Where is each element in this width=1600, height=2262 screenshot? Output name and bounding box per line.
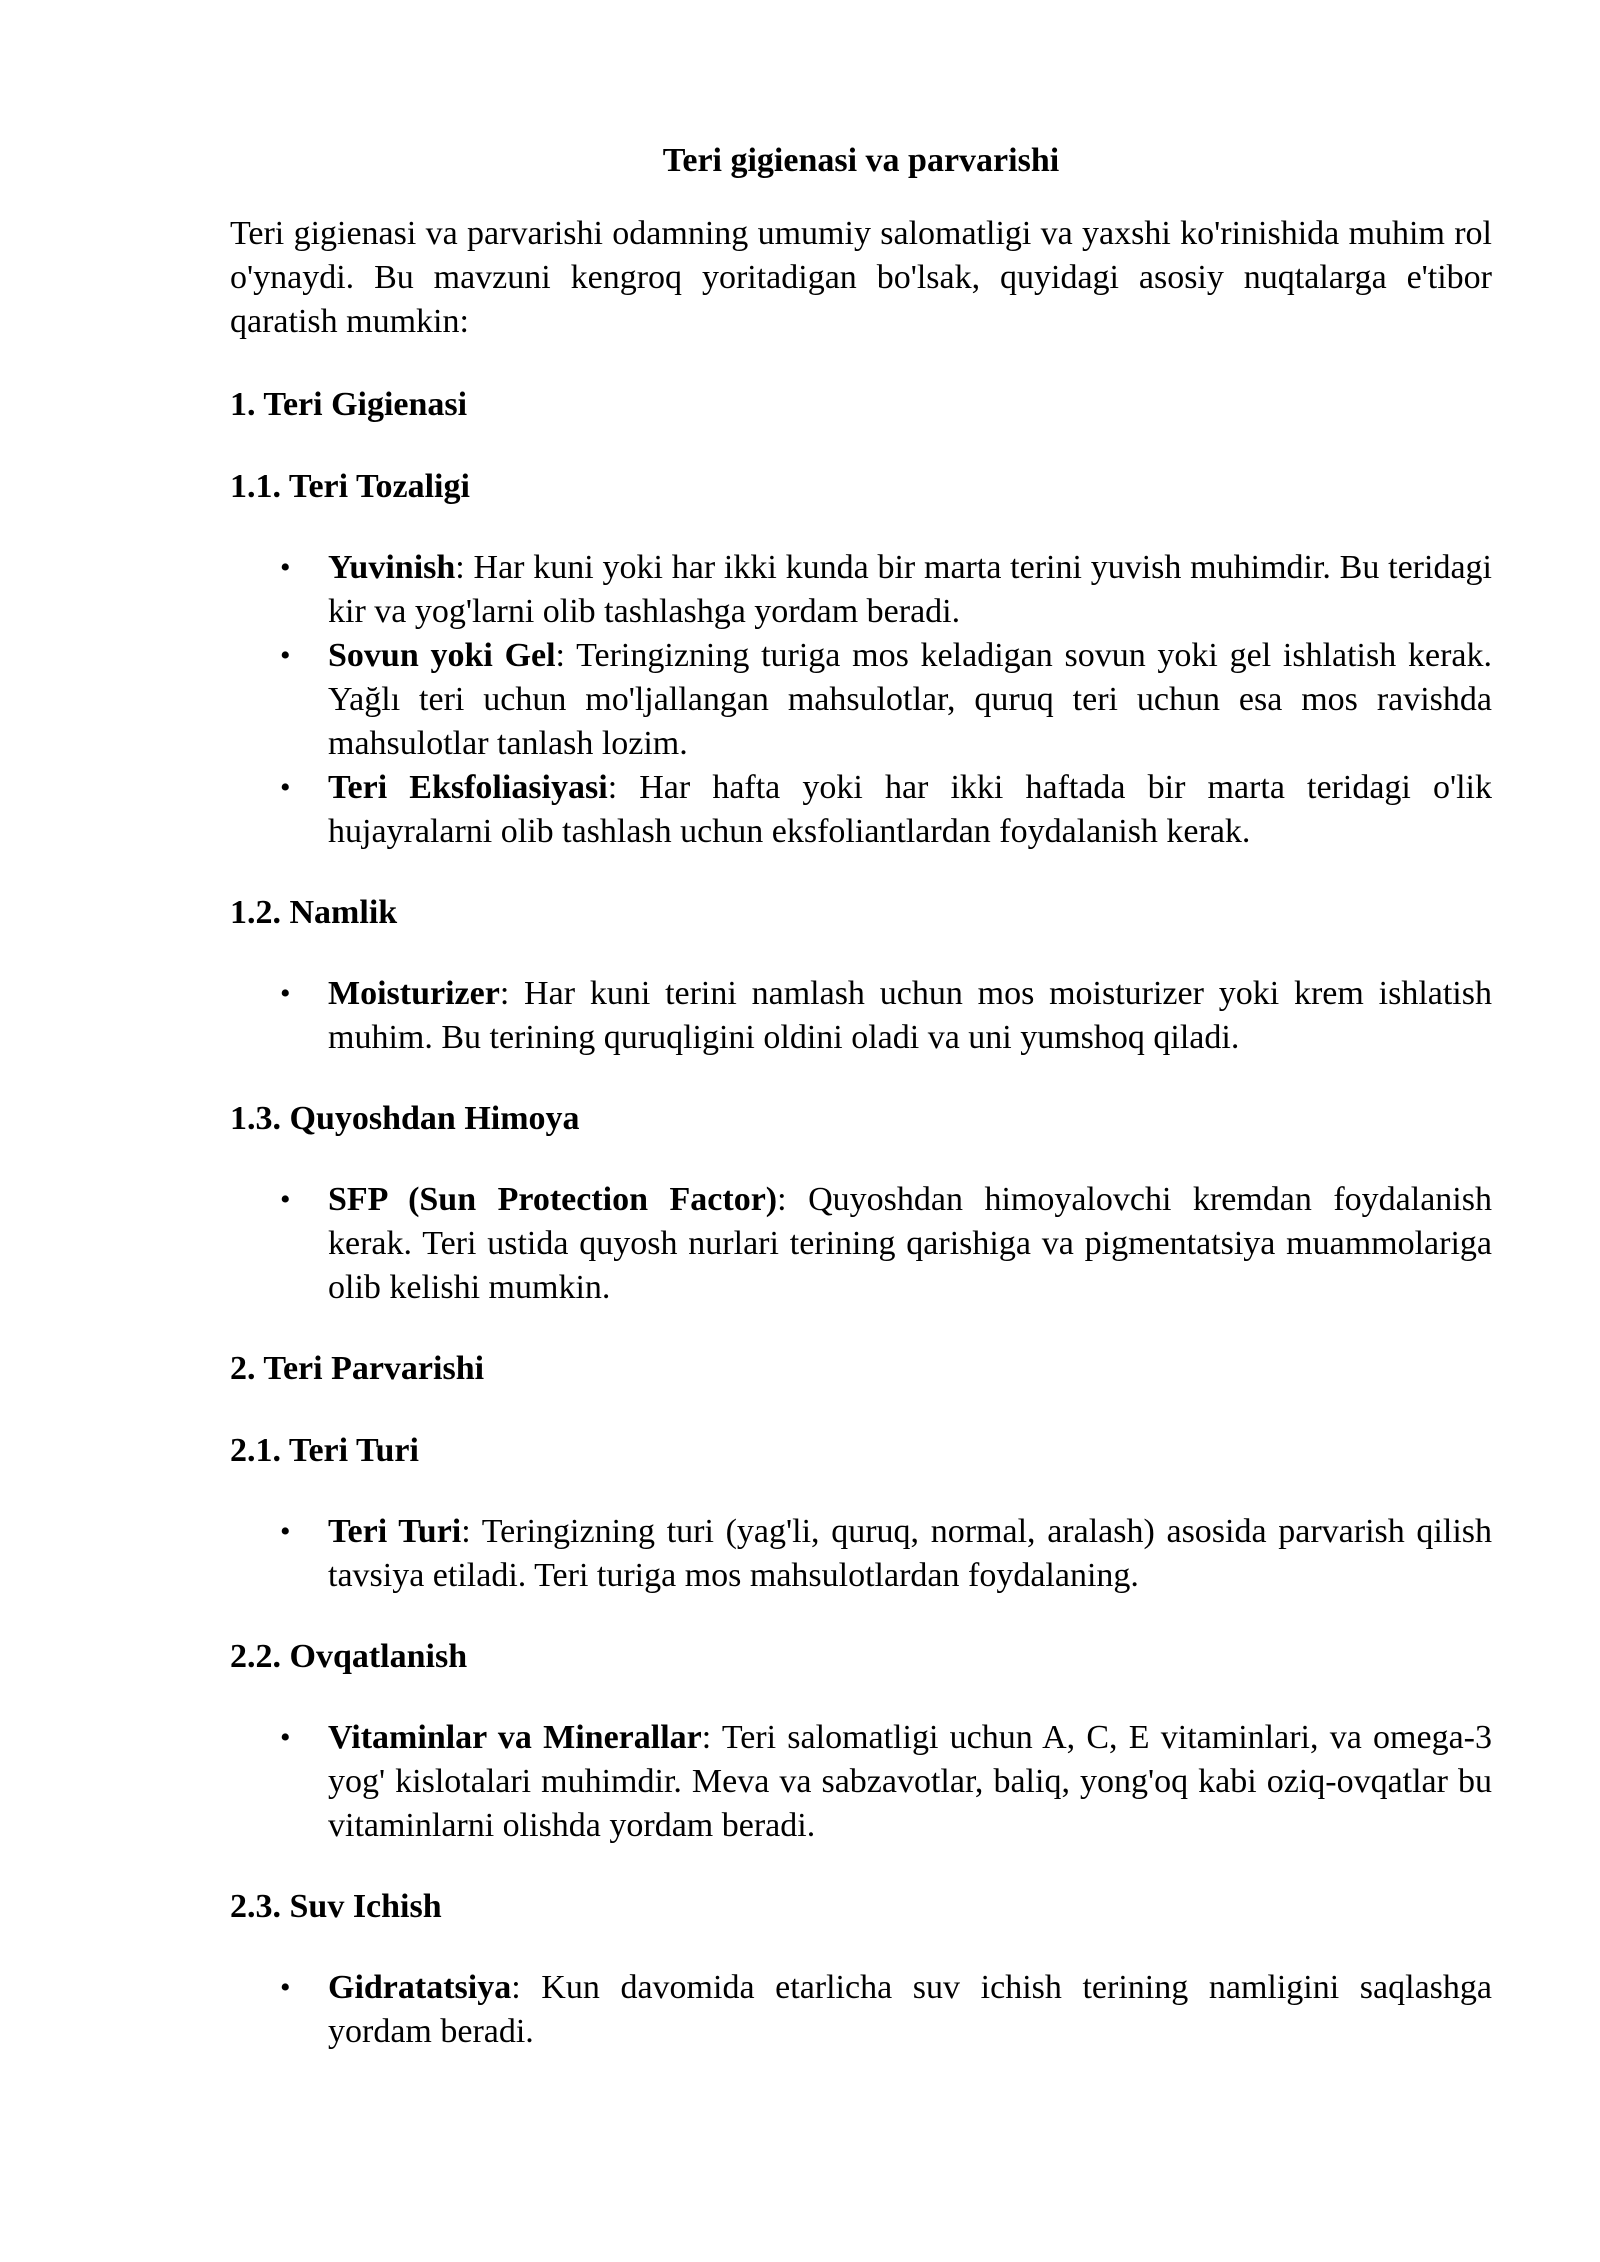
section-heading-1: 1. Teri Gigienasi bbox=[230, 386, 468, 423]
list-item bbox=[230, 546, 1492, 634]
bullet-list-2-1 bbox=[230, 1510, 1492, 1598]
list-item bbox=[230, 1510, 1492, 1598]
bullet-list-1-3 bbox=[230, 1178, 1492, 1310]
item-text: : Teri salomatligi uchun A, C, E vitaminlari, va omega-3 yog' kislotalari muhimdir. Meva va sabzavotlar, baliq, yong'oq kabi oziq-ovqatlar bu vitaminlarni olishda yordam beradi. bbox=[328, 1719, 1492, 1844]
bullet-list-1-2 bbox=[230, 972, 1492, 1060]
document-page bbox=[230, 140, 1492, 2092]
list-item bbox=[230, 1966, 1492, 2054]
subsection-heading-1-3: 1.3. Quyoshdan Himoya bbox=[230, 1100, 580, 1137]
item-term: Vitaminlar va Minerallar bbox=[328, 1719, 702, 1756]
subsection-heading-2-3: 2.3. Suv Ichish bbox=[230, 1888, 442, 1925]
list-item bbox=[230, 766, 1492, 854]
item-text: : Teringizning turiga mos keladigan sovun yoki gel ishlatish kerak. Yağlı teri uchun mo'ljallangan mahsulotlar, quruq teri uchun esa mos ravishda mahsulotlar tanlash lozim. bbox=[328, 637, 1492, 762]
item-term: SFP (Sun Protection Factor) bbox=[328, 1181, 778, 1218]
item-term: Sovun yoki Gel bbox=[328, 637, 556, 674]
item-term: Moisturizer bbox=[328, 975, 500, 1012]
section-heading-2: 2. Teri Parvarishi bbox=[230, 1350, 485, 1387]
item-text: : Har hafta yoki har ikki haftada bir marta teridagi o'lik hujayralarni olib tashlash uchun eksfoliantlardan foydalanish kerak. bbox=[328, 769, 1492, 850]
bullet-icon: • bbox=[280, 1515, 291, 1548]
list-item bbox=[230, 1178, 1492, 1310]
intro-paragraph: Teri gigienasi va parvarishi odamning umumiy salomatligi va yaxshi ko'rinishida muhim rol o'ynaydi. Bu mavzuni kengroq yoritadigan bo'lsak, quyidagi asosiy nuqtalarga e'tibor qaratish mumkin: bbox=[230, 215, 1492, 340]
bullet-icon: • bbox=[280, 1183, 291, 1216]
item-term: Teri Eksfoliasiyasi bbox=[328, 769, 608, 806]
document-title: Teri gigienasi va parvarishi bbox=[662, 142, 1060, 179]
bullet-icon: • bbox=[280, 1971, 291, 2004]
bullet-icon: • bbox=[280, 1721, 291, 1754]
bullet-icon: • bbox=[280, 771, 291, 804]
item-term: Gidratatsiya bbox=[328, 1969, 512, 2006]
bullet-icon: • bbox=[280, 639, 291, 672]
subsection-heading-2-2: 2.2. Ovqatlanish bbox=[230, 1638, 468, 1675]
bullet-icon: • bbox=[280, 977, 291, 1010]
item-term: Yuvinish bbox=[328, 549, 456, 586]
list-item bbox=[230, 1716, 1492, 1848]
item-term: Teri Turi bbox=[328, 1513, 462, 1550]
item-text: : Har kuni yoki har ikki kunda bir marta terini yuvish muhimdir. Bu teridagi kir va yog'larni olib tashlashga yordam beradi. bbox=[328, 549, 1492, 630]
bullet-list-1-1 bbox=[230, 546, 1492, 854]
item-text: : Quyoshdan himoyalovchi kremdan foydalanish kerak. Teri ustida quyosh nurlari terining qarishiga va pigmentatsiya muammolariga olib kelishi mumkin. bbox=[328, 1181, 1492, 1306]
subsection-heading-2-1: 2.1. Teri Turi bbox=[230, 1432, 419, 1469]
item-text: : Har kuni terini namlash uchun mos moisturizer yoki krem ishlatish muhim. Bu terining quruqligini oldini oladi va uni yumshoq qiladi. bbox=[328, 975, 1492, 1056]
subsection-heading-1-1: 1.1. Teri Tozaligi bbox=[230, 468, 470, 505]
bullet-list-2-3 bbox=[230, 1966, 1492, 2054]
bullet-icon: • bbox=[280, 551, 291, 584]
item-text: : Teringizning turi (yag'li, quruq, normal, aralash) asosida parvarish qilish tavsiya etiladi. Teri turiga mos mahsulotlardan foydalaning. bbox=[328, 1513, 1493, 1594]
item-text: : Kun davomida etarlicha suv ichish terining namligini saqlashga yordam beradi. bbox=[328, 1969, 1492, 2050]
subsection-heading-1-2: 1.2. Namlik bbox=[230, 894, 398, 931]
list-item bbox=[230, 972, 1492, 1060]
list-item bbox=[230, 634, 1492, 766]
bullet-list-2-2 bbox=[230, 1716, 1492, 1848]
